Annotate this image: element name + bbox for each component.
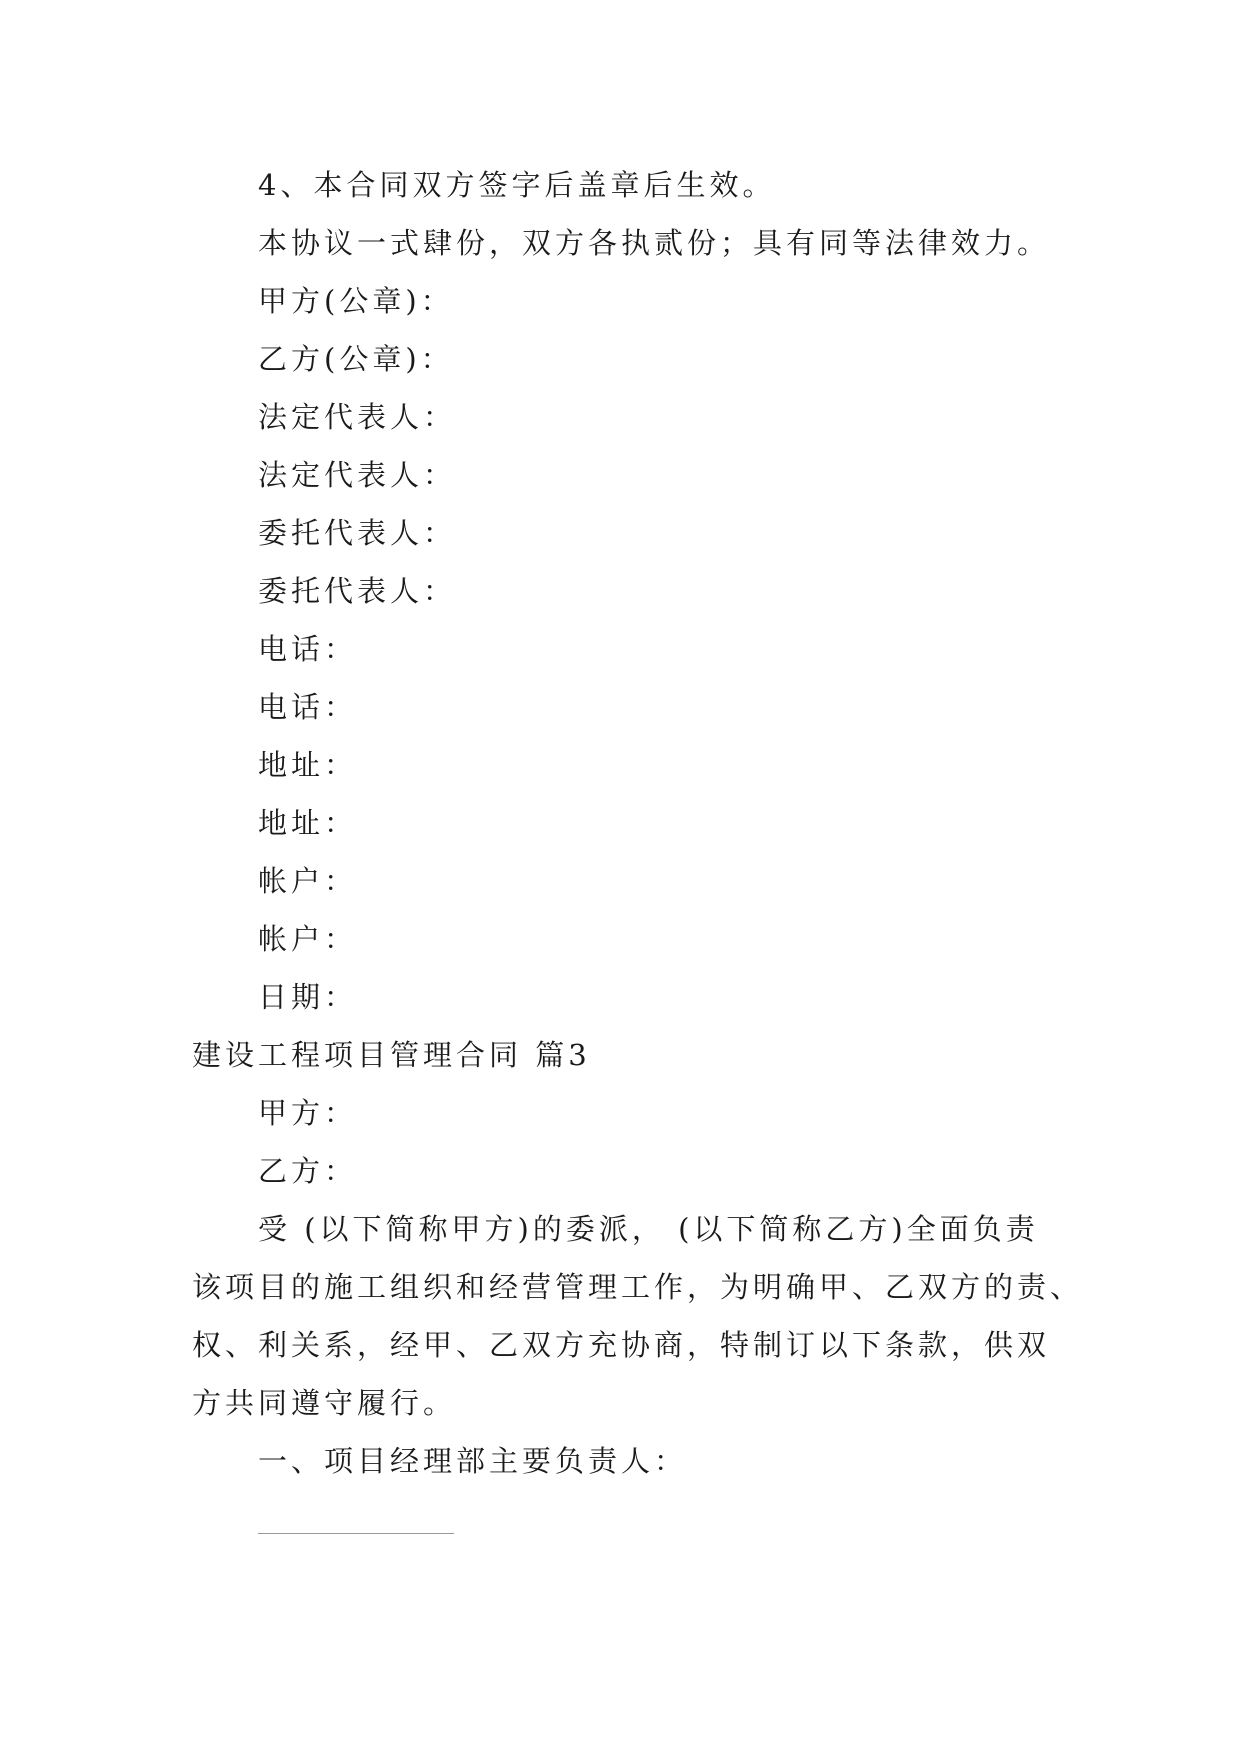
- party-b-seal-field: 乙方(公章)：: [258, 342, 454, 376]
- party-a-seal-field: 甲方(公章)：: [258, 284, 454, 318]
- phone-field: 电话：: [258, 690, 358, 724]
- item-heading: 一、项目经理部主要负责人：: [258, 1444, 688, 1478]
- paragraph-line: 权、利关系，经甲、乙双方充协商，特制订以下条款，供双: [192, 1328, 1051, 1362]
- paragraph-line: 受 (以下简称甲方)的委派， (以下简称乙方)全面负责: [258, 1212, 1039, 1246]
- phone-field: 电话：: [258, 632, 358, 666]
- account-field: 帐户：: [258, 864, 358, 898]
- section-heading: 建设工程项目管理合同 篇3: [192, 1038, 591, 1072]
- address-field: 地址：: [258, 748, 358, 782]
- clause-effective-upon-signing: 4、本合同双方签字后盖章后生效。: [258, 168, 776, 202]
- party-b-field: 乙方：: [258, 1154, 358, 1188]
- address-field: 地址：: [258, 806, 358, 840]
- party-a-field: 甲方：: [258, 1096, 358, 1130]
- footnote-divider: [258, 1533, 454, 1534]
- account-field: 帐户：: [258, 922, 358, 956]
- authorized-representative-field: 委托代表人：: [258, 516, 457, 550]
- legal-representative-field: 法定代表人：: [258, 400, 457, 434]
- paragraph-line: 该项目的施工组织和经营管理工作，为明确甲、乙双方的责、: [192, 1270, 1084, 1304]
- legal-representative-field: 法定代表人：: [258, 458, 457, 492]
- paragraph-line: 方共同遵守履行。: [192, 1386, 457, 1420]
- date-field: 日期：: [258, 980, 358, 1014]
- authorized-representative-field: 委托代表人：: [258, 574, 457, 608]
- copies-statement: 本协议一式肆份，双方各执贰份；具有同等法律效力。: [258, 226, 1051, 260]
